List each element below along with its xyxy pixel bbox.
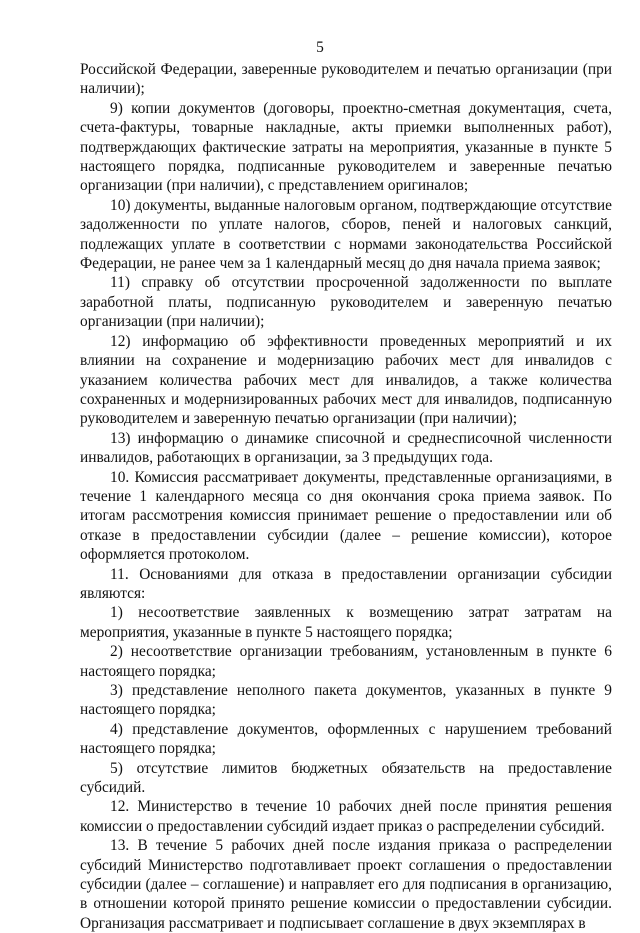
clause-12: 12. Министерство в течение 10 рабочих дней после принятия решения комиссии о предоставлении субсидий издает приказ о распределении субсидий. <box>80 798 612 835</box>
list-item-10: 10) документы, выданные налоговым органом, подтверждающие отсутствие задолженности по уплате налогов, сборов, пеней и налоговых санкций, подлежащих уплате в соответствии с нормами законодательства Российской Федерации, не ранее чем за 1 календарный месяц до дня начала приема заявок; <box>80 196 612 273</box>
refusal-reason-1: 1) несоответствие заявленных к возмещению затрат затратам на мероприятия, указанные в пункте 5 настоящего порядка; <box>80 604 612 641</box>
clause-11: 11. Основаниями для отказа в предоставлении организации субсидии являются: <box>80 565 612 602</box>
document-body <box>80 60 612 933</box>
list-item-9: 9) копии документов (договоры, проектно-сметная документация, счета, счета-фактуры, товарные накладные, акты приемки выполненных работ), подтверждающих фактические затраты на мероприятия, указанные в пункте 5 настоящего порядка, подписанные руководителем и заверенные печатью организации (при наличии), с представлением оригиналов; <box>80 99 612 195</box>
refusal-reason-5: 5) отсутствие лимитов бюджетных обязательств на предоставление субсидий. <box>80 759 612 797</box>
clause-10: 10. Комиссия рассматривает документы, представленные организациями, в течение 1 календарного месяца со дня окончания срока приема заявок. По итогам рассмотрения комиссия принимает решение о предоставлении или об отказе в предоставлении субсидии (далее – решение комиссии), которое оформляется протоколом. <box>80 468 612 564</box>
list-item-13: 13) информацию о динамике списочной и среднесписочной численности инвалидов, работающих в организации, за 3 предыдущих года. <box>80 429 612 467</box>
list-item-11: 11) справку об отсутствии просроченной задолженности по выплате заработной платы, подписанную руководителем и заверенную печатью организации (при наличии); <box>80 274 612 331</box>
clause-13: 13. В течение 5 рабочих дней после издания приказа о распределении субсидий Министерство подготавливает проект соглашения о предоставлении субсидии (далее – соглашение) и направляет его для подписания в организацию, в отношении которой принято решение комиссии о предоставлении субсидии. Организация рассматривает и подписывает соглашение в двух экземплярах в <box>80 837 612 932</box>
page-number: 5 <box>316 39 324 56</box>
paragraph-continuation: Российской Федерации, заверенные руководителем и печатью организации (при наличии); <box>80 61 612 98</box>
refusal-reason-4: 4) представление документов, оформленных с нарушением требований настоящего порядка; <box>80 720 612 758</box>
refusal-reason-3: 3) представление неполного пакета документов, указанных в пункте 9 настоящего порядка; <box>80 682 612 719</box>
list-item-12: 12) информацию об эффективности проведенных мероприятий и их влиянии на сохранение и модернизацию рабочих мест для инвалидов с указанием количества рабочих мест для инвалидов, а также количества сохраненных и модернизированных рабочих мест для инвалидов, подписанную руководителем и заверенную печатью организации (при наличии); <box>80 332 612 428</box>
refusal-reason-2: 2) несоответствие организации требованиям, установленным в пункте 6 настоящего порядка; <box>80 643 612 680</box>
